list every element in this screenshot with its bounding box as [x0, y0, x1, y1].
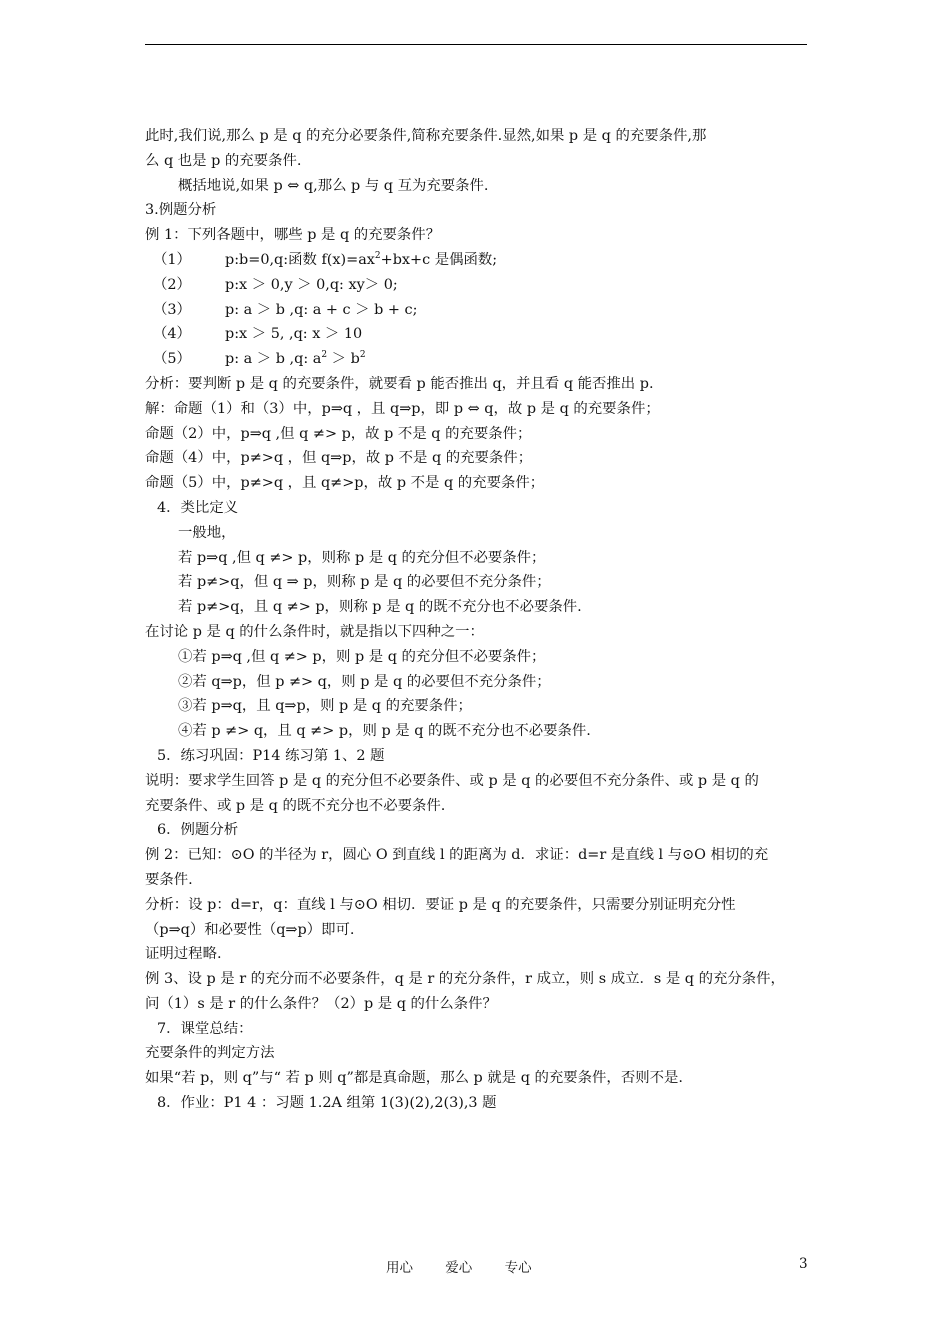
example-title: 例 1：下列各题中，哪些 p 是 q 的充要条件？: [145, 227, 441, 244]
text-line: 此时,我们说,那么 p 是 q 的充分必要条件,简称充要条件.显然,如果 p 是 q 的充要条件,那: [145, 128, 707, 144]
text-line: 证明过程略.: [145, 946, 222, 963]
text-line: 说明：要求学生回答 p 是 q 的充分但不必要条件、或 p 是 q 的必要但不充分条件、或 p 是 q 的: [145, 772, 759, 789]
document-body: [145, 124, 813, 1116]
example-item: （5） p: a ＞ b ,q: $a^2 > b^2$: [145, 347, 813, 372]
text-line: 分析：要判断 p 是 q 的充要条件，就要看 p 能否推出 q，并且看 q 能否推出 p.: [145, 375, 654, 392]
text-line: 命题（4）中，p≠>q ，但 q⇒p，故 p 不是 q 的充要条件；: [145, 450, 533, 467]
footer-text: 用心: [386, 1260, 413, 1276]
text-line: 例 3、设 p 是 r 的充分而不必要条件，q 是 r 的充分条件，r 成立，则 s 成立．s 是 q 的充分条件，: [145, 971, 785, 988]
section-heading: 3.例题分析: [145, 202, 217, 219]
example-item: （1） p:b=0,q:函数 $f(x)=ax^2+bx+c$ 是偶函数;: [145, 248, 813, 273]
item-number: （3）: [153, 301, 191, 318]
section-heading: 4．类比定义: [157, 499, 239, 516]
text-line: ①若 p⇒q ,但 q ≠> p，则 p 是 q 的充分但不必要条件；: [178, 648, 546, 665]
footer-text: 爱心: [445, 1260, 473, 1276]
example-item: （3） p: a ＞ b ,q: a + c ＞ b + c;: [145, 298, 813, 323]
text-line: ④若 p ≠> q，且 q ≠> p，则 p 是 q 的既不充分也不必要条件.: [178, 723, 591, 740]
text-line: （p⇒q）和必要性（q⇒p）即可.: [145, 921, 355, 938]
text-line: 么 q 也是 p 的充要条件.: [145, 152, 302, 169]
text-line: 充要条件的判定方法: [145, 1045, 275, 1062]
text-line: 问（1）s 是 r 的什么条件？（2）p 是 q 的什么条件？: [145, 995, 497, 1012]
header-rule: [145, 44, 807, 45]
text-line: 分析：设 p：d=r，q：直线 l 与⊙O 相切．要证 p 是 q 的充要条件，只需要分别证明充分性: [145, 896, 736, 913]
text-line: 命题（2）中，p⇒q ,但 q ≠> p，故 p 不是 q 的充要条件；: [145, 425, 532, 442]
text-line: 若 p≠>q，但 q ⇒ p，则称 p 是 q 的必要但不充分条件；: [178, 574, 551, 591]
text-line: 解：命题（1）和（3）中，p⇒q ，且 q⇒p，即 p ⇔ q，故 p 是 q 的充要条件；: [145, 400, 660, 417]
example-item: （2） p:x ＞ 0,y ＞ 0,q: xy＞ 0;: [145, 273, 813, 298]
text-line: ③若 p⇒q，且 q⇒p，则 p 是 q 的充要条件；: [178, 698, 472, 715]
section-heading: 6．例题分析: [157, 822, 239, 839]
text-line: 在讨论 p 是 q 的什么条件时，就是指以下四种之一：: [145, 623, 484, 640]
text-line: 要条件.: [145, 871, 193, 888]
example-item: （4） p:x ＞ 5, ,q: x ＞ 10: [145, 322, 813, 347]
item-number: （5）: [153, 351, 191, 368]
text-line: 例 2：已知：⊙O 的半径为 r，圆心 O 到直线 l 的距离为 d．求证：d=r 是直线 l 与⊙O 相切的充: [145, 847, 769, 864]
text-line: 充要条件、或 p 是 q 的既不充分也不必要条件.: [145, 797, 446, 814]
footer-text: 专心: [504, 1260, 532, 1276]
text-line: 如果“若 p，则 q”与“ 若 p 则 q”都是真命题，那么 p 就是 q 的充要条件，否则不是.: [145, 1070, 683, 1087]
text-line: 概括地说,如果 p ⇔ q,那么 p 与 q 互为充要条件.: [178, 177, 489, 194]
section-heading: 7．课堂总结：: [157, 1020, 253, 1037]
page-number: 3: [799, 1256, 808, 1272]
item-number: （1）: [153, 251, 191, 268]
text-line: 若 p⇒q ,但 q ≠> p，则称 p 是 q 的充分但不必要条件；: [178, 549, 546, 566]
item-number: （2）: [153, 276, 191, 293]
page-footer: [386, 1256, 560, 1276]
text-line: 命题（5）中，p≠>q ，且 q≠>p，故 p 不是 q 的充要条件；: [145, 475, 545, 492]
text-line: 若 p≠>q，且 q ≠> p，则称 p 是 q 的既不充分也不必要条件.: [178, 599, 582, 616]
section-heading: 5．练习巩固：P14 练习第 1、2 题: [157, 747, 385, 764]
item-number: （4）: [153, 326, 191, 343]
section-heading: 8．作业：P1 4 ：习题 1.2A 组第 1(3)(2),2(3),3 题: [157, 1095, 497, 1112]
text-line: ②若 q⇒p，但 p ≠> q，则 p 是 q 的必要但不充分条件；: [178, 673, 551, 690]
text-line: 一般地，: [178, 524, 236, 541]
